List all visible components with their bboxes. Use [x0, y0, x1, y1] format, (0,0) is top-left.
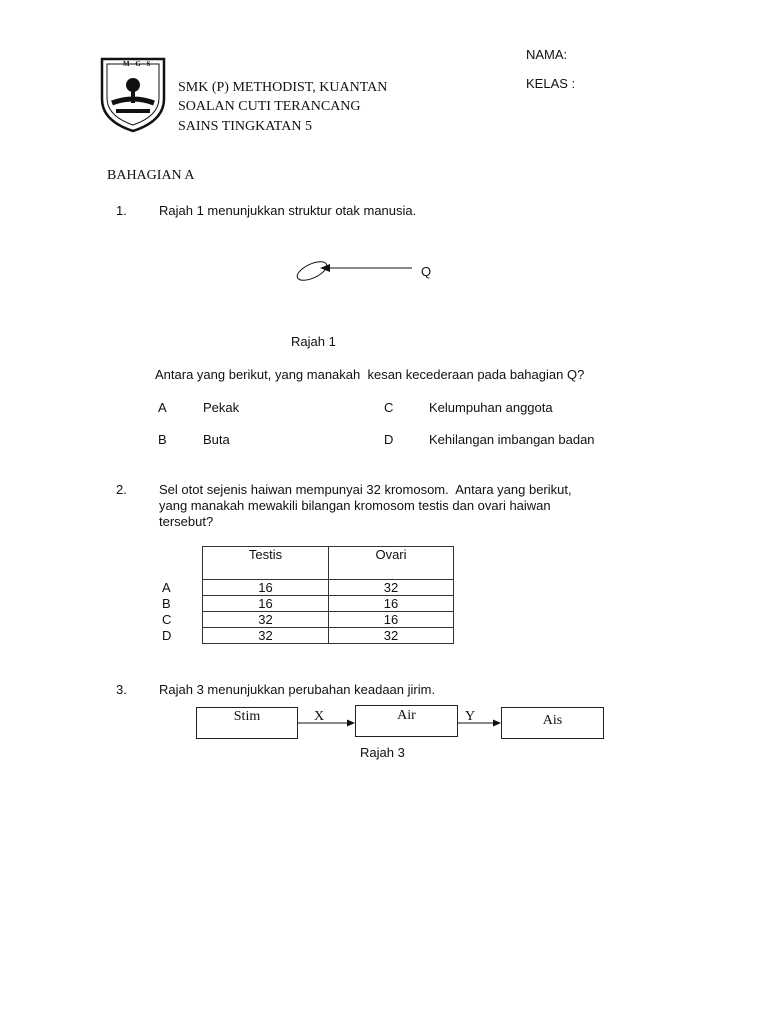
q2-stem-line: yang manakah mewakili bilangan kromosom testis dan ovari haiwan [159, 498, 551, 513]
nama-label: NAMA: [526, 47, 568, 62]
table-row [162, 628, 454, 644]
table-row [162, 580, 454, 596]
header-testis: Testis [203, 547, 329, 580]
cell-ovari: 16 [329, 596, 454, 612]
q1-option-text: Pekak [203, 400, 240, 415]
q2-stem-line: tersebut? [159, 514, 214, 529]
row-letter: B [162, 596, 171, 611]
q1-stem: Rajah 1 menunjukkan struktur otak manusia. [159, 203, 417, 218]
q1-option-text: Kehilangan imbangan badan [429, 432, 595, 447]
row-letter: C [162, 612, 172, 627]
cell-testis: 16 [203, 580, 329, 596]
table-row [162, 596, 454, 612]
school-name: SMK (P) METHODIST, KUANTAN [178, 80, 388, 95]
q1-question: Antara yang berikut, yang manakah kesan kecederaan pada bahagian Q? [155, 367, 585, 382]
q2-number: 2. [116, 482, 127, 497]
paper-title: SOALAN CUTI TERANCANG [178, 99, 361, 114]
cell-ovari: 32 [329, 628, 454, 644]
row-letter: A [162, 580, 171, 595]
arrow-x [298, 718, 356, 728]
state-label: Stim [233, 709, 261, 724]
arrow-label-y: Y [465, 709, 476, 724]
q1-option-text: Kelumpuhan anggota [429, 400, 553, 415]
brain-part-ellipse [295, 258, 330, 284]
q1-brain-diagram [290, 255, 420, 287]
arrow-label-x: X [314, 709, 325, 724]
cell-testis: 32 [203, 628, 329, 644]
header-ovari: Ovari [329, 547, 454, 580]
q2-table [162, 546, 454, 644]
subject-title: SAINS TINGKATAN 5 [178, 119, 312, 134]
state-label: Ais [542, 713, 563, 728]
row-letter: D [162, 628, 172, 643]
state-box-air [355, 705, 458, 737]
pointer-arrowhead [320, 264, 330, 272]
q1-option-letter: C [384, 400, 394, 415]
q1-number: 1. [116, 203, 127, 218]
q3-number: 3. [116, 682, 127, 697]
state-label: Air [397, 708, 416, 723]
state-box-stim [196, 707, 298, 739]
cell-ovari: 16 [329, 612, 454, 628]
section-title: BAHAGIAN A [107, 168, 195, 183]
q3-caption: Rajah 3 [360, 745, 405, 760]
q1-caption: Rajah 1 [291, 334, 336, 349]
q3-stem: Rajah 3 menunjukkan perubahan keadaan jirim. [159, 682, 436, 697]
q1-option-letter: B [158, 432, 167, 447]
school-logo [98, 55, 168, 133]
state-box-ais [501, 707, 604, 739]
q1-option-letter: D [384, 432, 394, 447]
cell-ovari: 32 [329, 580, 454, 596]
q2-stem-line: Sel otot sejenis haiwan mempunyai 32 kromosom. Antara yang berikut, [159, 482, 572, 497]
q1-option-text: Buta [203, 432, 230, 447]
cell-testis: 16 [203, 596, 329, 612]
cell-testis: 32 [203, 612, 329, 628]
kelas-label: KELAS : [526, 76, 576, 91]
logo-text: M G S [123, 60, 153, 68]
table-header-row [162, 547, 454, 580]
table-row [162, 612, 454, 628]
q2-stem [159, 482, 572, 530]
q1-option-letter: A [158, 400, 167, 415]
q1-label-q: Q [421, 264, 432, 279]
